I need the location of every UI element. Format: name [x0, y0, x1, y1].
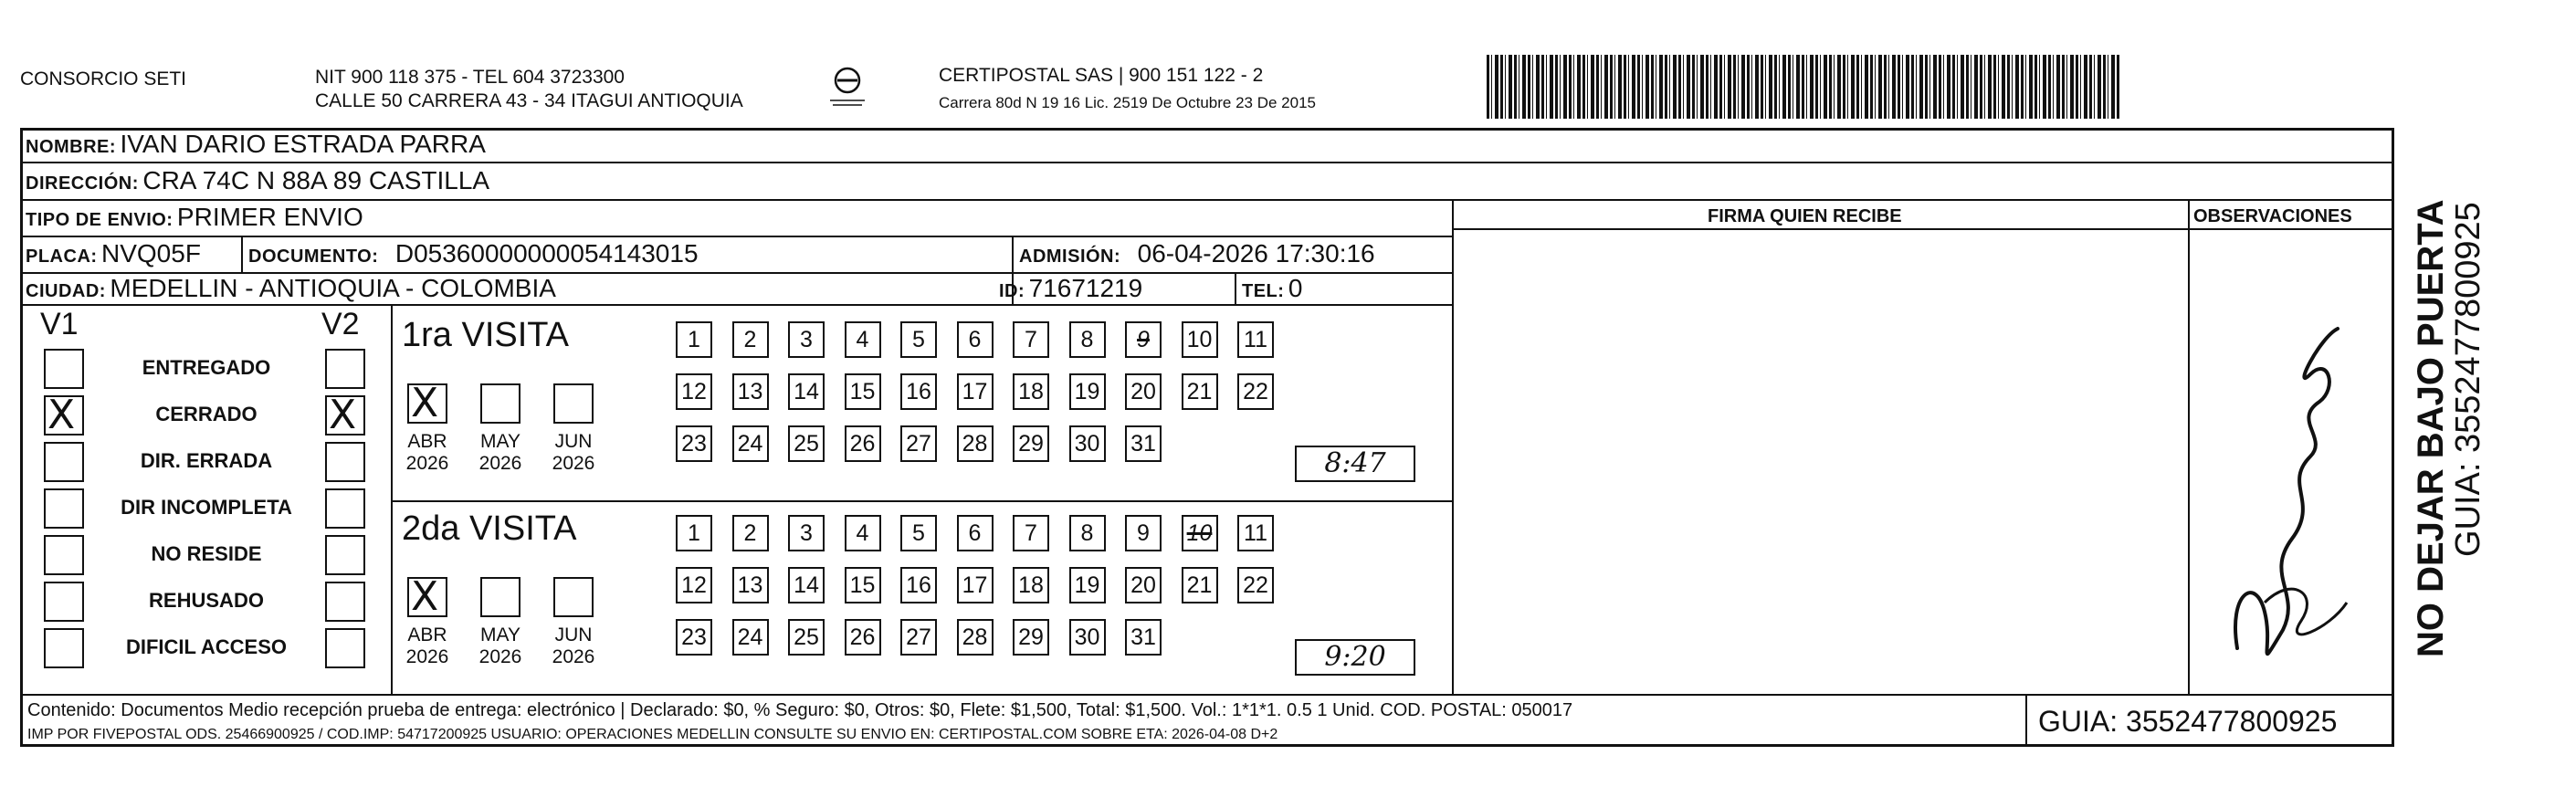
day-box[interactable]: 26: [845, 619, 881, 656]
day-box[interactable]: 26: [845, 425, 881, 462]
placa-label: PLACA:: [26, 247, 98, 267]
day-box[interactable]: 13: [732, 567, 769, 603]
day-box[interactable]: 17: [957, 567, 994, 603]
id-row: [999, 274, 1142, 308]
firma-header: FIRMA QUIEN RECIBE: [1708, 206, 1902, 226]
day-box[interactable]: 13: [732, 373, 769, 410]
barcode: [1487, 55, 2121, 119]
admision-value: 06-04-2026 17:30:16: [1137, 239, 1375, 268]
day-box[interactable]: 16: [900, 373, 937, 410]
month-label: MAY 2026: [478, 624, 522, 667]
nombre-value: IVAN DARIO ESTRADA PARRA: [120, 130, 486, 158]
direccion-label: DIRECCIÓN:: [26, 173, 139, 194]
day-box[interactable]: 12: [676, 373, 712, 410]
day-box[interactable]: 31: [1125, 425, 1162, 462]
day-box[interactable]: 3: [788, 515, 825, 551]
month-checkbox[interactable]: [553, 383, 594, 424]
day-box[interactable]: 10: [1182, 515, 1218, 551]
check-mark: X: [329, 392, 357, 438]
day-box[interactable]: 22: [1237, 567, 1274, 603]
day-box[interactable]: 25: [788, 425, 825, 462]
day-box[interactable]: 4: [845, 321, 881, 358]
no-dejar-bajo-puerta: NO DEJAR BAJO PUERTA: [2411, 199, 2451, 657]
month-label: MAY 2026: [478, 431, 522, 474]
day-box[interactable]: 1: [676, 515, 712, 551]
month-label: ABR 2026: [405, 624, 449, 667]
day-box[interactable]: 5: [900, 515, 937, 551]
day-box[interactable]: 25: [788, 619, 825, 656]
day-box[interactable]: 11: [1237, 515, 1274, 551]
status-label: REHUSADO: [149, 589, 264, 612]
day-box[interactable]: 27: [900, 619, 937, 656]
day-box[interactable]: 23: [676, 425, 712, 462]
tipo-envio-label: TIPO DE ENVIO:: [26, 210, 173, 230]
company-address: CALLE 50 CARRERA 43 - 34 ITAGUI ANTIOQUIA: [315, 90, 743, 111]
day-box[interactable]: 29: [1013, 619, 1049, 656]
day-box[interactable]: 9: [1125, 321, 1162, 358]
admision-row: [1019, 239, 1375, 273]
month-label: JUN 2026: [552, 624, 595, 667]
certipostal-line: CERTIPOSTAL SAS | 900 151 122 - 2: [939, 65, 1264, 86]
day-box[interactable]: 10: [1182, 321, 1218, 358]
check-mark: X: [411, 380, 439, 426]
day-box[interactable]: 19: [1069, 567, 1106, 603]
month-checkbox[interactable]: [407, 380, 447, 426]
company-name: CONSORCIO SETI: [20, 68, 187, 89]
day-box[interactable]: 1: [676, 321, 712, 358]
admision-label: ADMISIÓN:: [1019, 247, 1121, 267]
v2-label: V2: [321, 307, 360, 341]
certipostal-sub: Carrera 80d N 19 16 Lic. 2519 De Octubre 23 De 2015: [939, 94, 1316, 111]
day-box[interactable]: 24: [732, 425, 769, 462]
imp-line: IMP POR FIVEPOSTAL ODS. 25466900925 / COD.IMP: 54717200925 USUARIO: OPERACIONES MEDELLIN CONSULTE SU ENVIO EN: CERTIPOSTAL.COM SOBRE ETA: 2026-04-08 D+2: [27, 727, 1278, 742]
certipostal-logo-icon: [825, 64, 870, 110]
nit-line: NIT 900 118 375 - TEL 604 3723300: [315, 67, 625, 88]
day-box[interactable]: 8: [1069, 515, 1106, 551]
day-box[interactable]: 7: [1013, 321, 1049, 358]
day-box[interactable]: 14: [788, 567, 825, 603]
nombre-label: NOMBRE:: [26, 137, 117, 157]
month-checkbox[interactable]: [480, 383, 520, 424]
day-box[interactable]: 31: [1125, 619, 1162, 656]
tel-value: 0: [1288, 274, 1303, 302]
contenido-line: Contenido: Documentos Medio recepción prueba de entrega: electrónico | Declarado: $0, % Seguro: $0, Otros: $0, Flete: $1,500, Total: $1,500. Vol.: 1*1*1. 0.5 1 Unid. COD. POSTAL: 050017: [27, 700, 1573, 720]
day-box[interactable]: 18: [1013, 373, 1049, 410]
status-label: DIFICIL ACCESO: [125, 635, 287, 658]
id-label: ID:: [999, 281, 1025, 301]
day-box[interactable]: 4: [845, 515, 881, 551]
day-box[interactable]: 6: [957, 321, 994, 358]
day-box[interactable]: 30: [1069, 425, 1106, 462]
day-box[interactable]: 18: [1013, 567, 1049, 603]
month-checkbox[interactable]: [407, 573, 447, 620]
placa-row: [26, 239, 201, 273]
day-box[interactable]: 3: [788, 321, 825, 358]
day-box[interactable]: 9: [1125, 515, 1162, 551]
day-box[interactable]: 17: [957, 373, 994, 410]
day-box[interactable]: 22: [1237, 373, 1274, 410]
first-visit-time[interactable]: 8:47: [1295, 446, 1415, 482]
day-box[interactable]: 30: [1069, 619, 1106, 656]
documento-row: [248, 239, 699, 273]
day-box[interactable]: 2: [732, 321, 769, 358]
tipo-envio-value: PRIMER ENVIO: [176, 203, 363, 231]
day-box[interactable]: 28: [957, 619, 994, 656]
day-box[interactable]: 5: [900, 321, 937, 358]
tel-row: [1242, 274, 1302, 308]
day-box[interactable]: 24: [732, 619, 769, 656]
second-visit-title: 2da VISITA: [402, 509, 577, 548]
day-box[interactable]: 15: [845, 567, 881, 603]
documento-label: DOCUMENTO:: [248, 247, 379, 267]
day-box[interactable]: 20: [1125, 567, 1162, 603]
status-label: CERRADO: [155, 403, 258, 425]
day-box[interactable]: 21: [1182, 567, 1218, 603]
tipo-envio-row: [26, 203, 363, 236]
tel-label: TEL:: [1242, 281, 1285, 301]
second-visit-time[interactable]: 9:20: [1295, 639, 1415, 676]
day-box[interactable]: 28: [957, 425, 994, 462]
nombre-row: [26, 130, 486, 163]
status-label: ENTREGADO: [142, 356, 271, 379]
ciudad-value: MEDELLIN - ANTIOQUIA - COLOMBIA: [110, 274, 556, 302]
observaciones-header: OBSERVACIONES: [2193, 206, 2352, 226]
shipping-form: [20, 128, 2394, 747]
month-checkbox[interactable]: [480, 577, 520, 617]
guia-vertical: GUIA: 3552477800925: [2449, 202, 2487, 557]
day-box[interactable]: 16: [900, 567, 937, 603]
check-mark: X: [411, 573, 439, 620]
direccion-value: CRA 74C N 88A 89 CASTILLA: [142, 166, 490, 194]
day-box[interactable]: 21: [1182, 373, 1218, 410]
status-label: DIR INCOMPLETA: [121, 496, 292, 519]
month-label: JUN 2026: [552, 431, 595, 474]
id-value: 71671219: [1028, 274, 1143, 302]
documento-value: D05360000000054143015: [394, 239, 699, 268]
day-box[interactable]: 27: [900, 425, 937, 462]
day-box[interactable]: 7: [1013, 515, 1049, 551]
day-box[interactable]: 15: [845, 373, 881, 410]
day-box[interactable]: 8: [1069, 321, 1106, 358]
day-box[interactable]: 19: [1069, 373, 1106, 410]
month-checkbox[interactable]: [553, 577, 594, 617]
day-box[interactable]: 20: [1125, 373, 1162, 410]
direccion-row: [26, 166, 489, 200]
guia-footer: GUIA: 3552477800925: [2038, 705, 2338, 738]
day-box[interactable]: 14: [788, 373, 825, 410]
day-box[interactable]: 11: [1237, 321, 1274, 358]
status-label: NO RESIDE: [151, 542, 262, 565]
recipient-signature: [2201, 301, 2374, 685]
placa-value: NVQ05F: [101, 239, 201, 268]
v1-label: V1: [40, 307, 79, 341]
day-box[interactable]: 6: [957, 515, 994, 551]
day-box[interactable]: 2: [732, 515, 769, 551]
month-label: ABR 2026: [405, 431, 449, 474]
day-box[interactable]: 12: [676, 567, 712, 603]
status-label: DIR. ERRADA: [140, 449, 273, 472]
ciudad-label: CIUDAD:: [26, 281, 106, 301]
day-box[interactable]: 23: [676, 619, 712, 656]
first-visit-title: 1ra VISITA: [402, 316, 570, 354]
day-box[interactable]: 29: [1013, 425, 1049, 462]
check-mark: X: [47, 392, 76, 438]
ciudad-row: [26, 274, 556, 308]
